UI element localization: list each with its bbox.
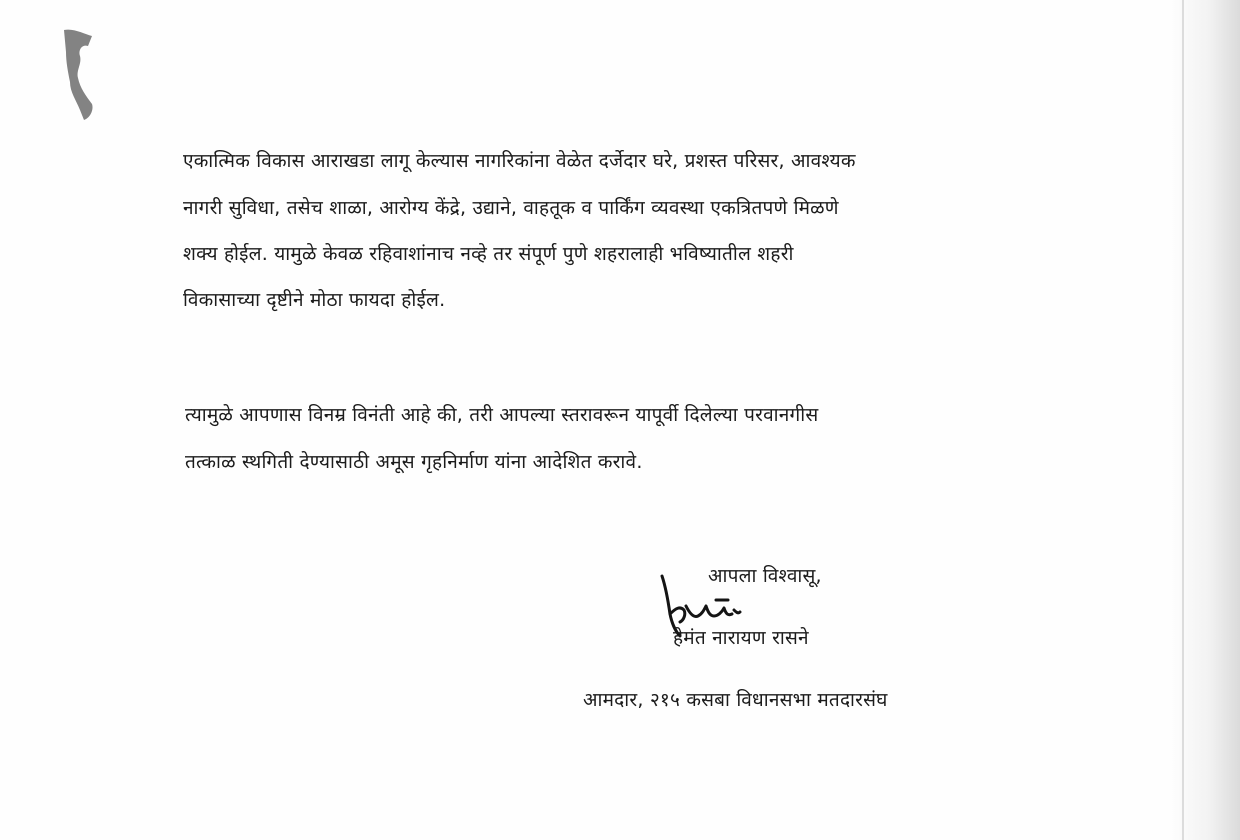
- page-edge-line: [1182, 0, 1184, 840]
- signatory-name: हेमंत नारायण रासने: [673, 627, 809, 649]
- paragraph1-line3: शक्य होईल. यामुळे केवळ रहिवाशांनाच नव्हे तर संपूर्ण पुणे शहरालाही भविष्यातील शहरी: [183, 243, 794, 265]
- paragraph2-line2: तत्काळ स्थगिती देण्यासाठी अमूस गृहनिर्माण यांना आदेशित करावे.: [185, 451, 643, 473]
- paragraph1-line4: विकासाच्या दृष्टीने मोठा फायदा होईल.: [183, 289, 446, 311]
- page-edge-shadow: [1170, 0, 1240, 840]
- paragraph1-line1: एकात्मिक विकास आराखडा लागू केल्यास नागरिकांना वेळेत दर्जेदार घरे, प्रशस्त परिसर, आवश्यक: [183, 150, 856, 172]
- page-corner-mark: [58, 22, 102, 122]
- signatory-designation: आमदार, २१५ कसबा विधानसभा मतदारसंघ: [583, 689, 888, 711]
- paragraph2-line1: त्यामुळे आपणास विनम्र विनंती आहे की, तरी आपल्या स्तरावरून यापूर्वी दिलेल्या परवानगीस: [185, 404, 819, 426]
- paragraph1-line2: नागरी सुविधा, तसेच शाळा, आरोग्य केंद्रे, उद्याने, वाहतूक व पार्किंग व्यवस्था एकत्रितपणे मिळणे: [183, 197, 839, 219]
- closing-salutation: आपला विश्वासू,: [708, 565, 822, 587]
